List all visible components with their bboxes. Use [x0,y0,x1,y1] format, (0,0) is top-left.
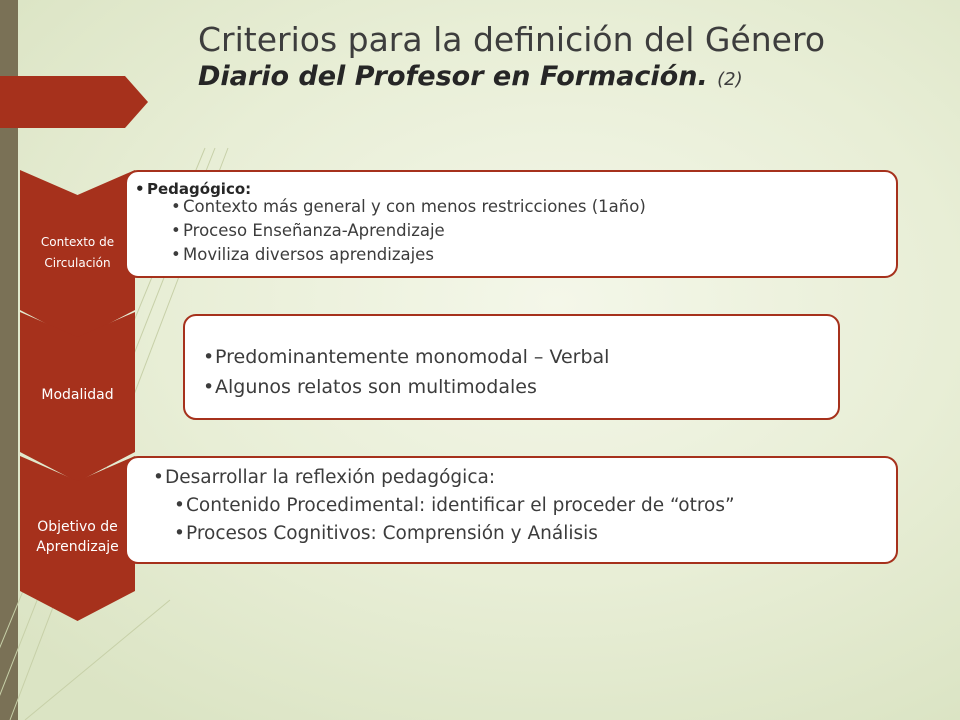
content-box-modalidad [183,314,840,420]
bullet-pedagogico: • Pedagógico: [147,176,896,203]
title-line-2 [198,60,825,97]
label-contexto [20,232,135,274]
bullet-contenido-procedimental: • Contenido Procedimental: identificar el proceder de “otros” [186,492,896,520]
title-separator: . [697,61,718,92]
bullet-procesos-cognitivos: • Procesos Cognitivos: Comprensión y Análisis [186,520,896,548]
title-number: (2) [717,69,743,90]
bullet-monomodal: • Predominantemente monomodal – Verbal [215,342,838,372]
bullet-moviliza-aprendizajes: • Moviliza diversos aprendizajes [183,243,896,267]
bullet-proceso-ensenanza: • Proceso Enseñanza-Aprendizaje [183,219,896,243]
content-box-objetivo [125,456,898,564]
title-line-1: Criterios para la definición del Género [198,20,826,59]
label-modalidad: Modalidad [41,387,114,403]
content-box-contexto [125,170,898,278]
label-contexto-line-2: Circulación [44,256,111,270]
label-objetivo-line-1: Objetivo de [37,519,118,535]
label-objetivo [20,517,135,557]
title-banner [0,76,150,128]
title-genre: Diario del Profesor en Formación [198,61,698,92]
bullet-reflexion-pedagogica: • Desarrollar la reflexión pedagógica: [165,464,896,492]
bullet-multimodales: • Algunos relatos son multimodales [215,372,838,402]
bullet-contexto-general: • Contexto más general y con menos restricciones (1año) [183,195,896,219]
label-contexto-line-1: Contexto de [40,235,115,249]
slide-title [198,20,825,97]
label-objetivo-line-2: Aprendizaje [36,539,119,555]
